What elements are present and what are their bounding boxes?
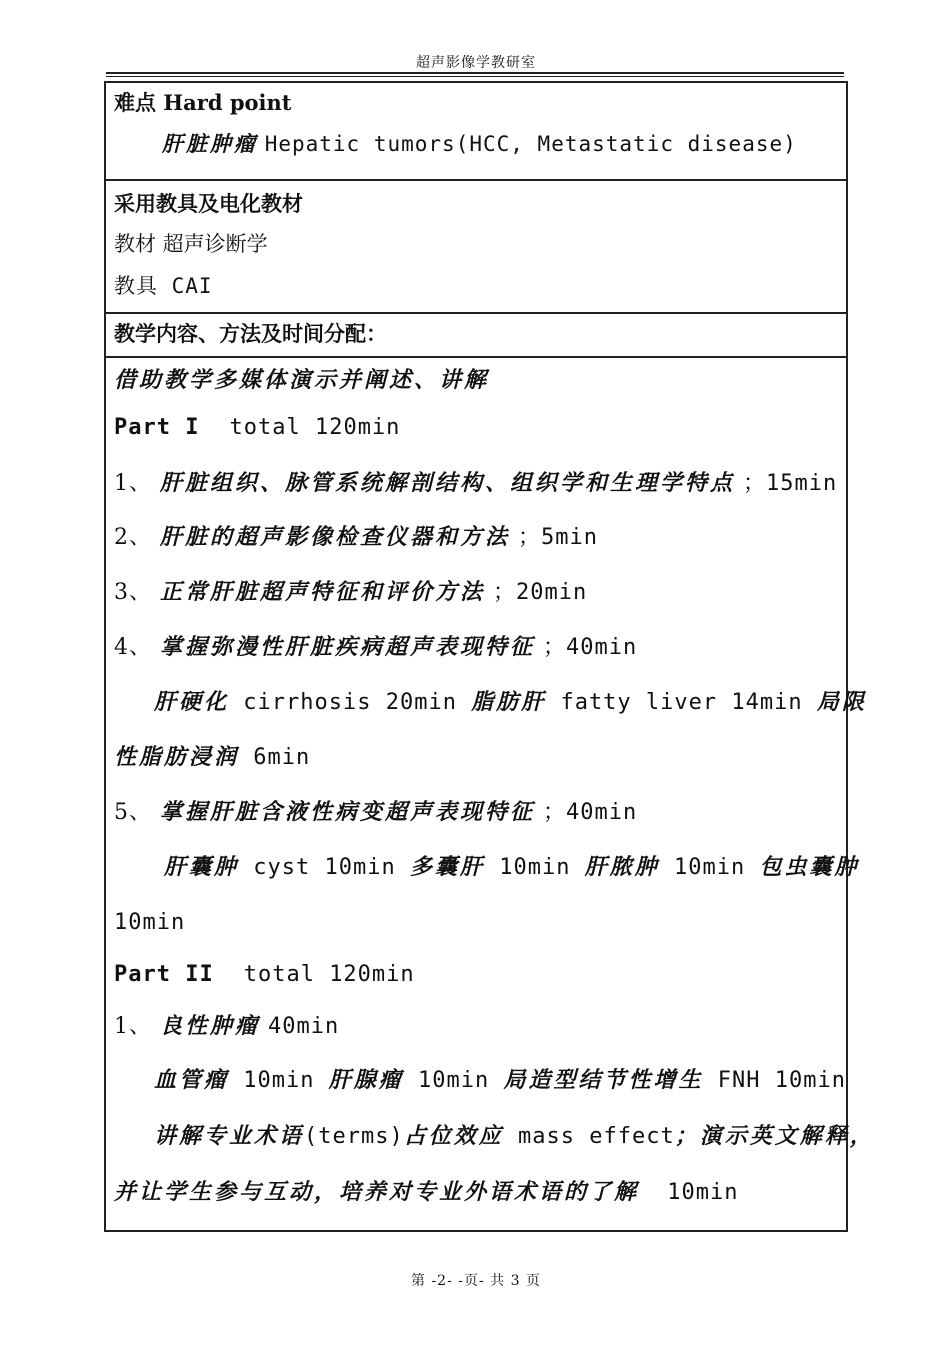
benign-adenoma-en: 10min [403,1068,504,1093]
cystic-abscess-cn: 肝脓肿 [584,854,660,880]
content-heading-section [106,314,846,358]
diffuse-focal-en: 6min [239,745,311,770]
difficulty-item-cn: 肝脏肿瘤 [162,131,258,156]
page-header: 超声影像学教研室 [416,55,536,71]
p1-item-4-num: 4、 [114,635,152,660]
p2-item-1 [114,1000,838,1052]
part2-label: Part II [114,962,214,987]
terms-line-2 [114,1164,838,1220]
cystic-hydatid-cn: 包虫囊肿 [759,854,860,880]
p1-item-3-text: 正常肝脏超声特征和评价方法 [160,579,486,605]
difficulty-heading: 难点 Hard point [114,90,292,115]
p2-item-1-text: 良性肿瘤 [160,1013,261,1039]
p1-item-3 [114,565,838,620]
terms-intro-cn: 讲解专业术语 [154,1123,305,1149]
part1-total: total 120min [229,415,401,440]
content-body [106,358,875,1230]
part1-line [114,400,838,456]
materials-tools: 教具 CAI [114,274,213,298]
terms-interaction-cn: 并让学生参与互动，培养对专业外语术语的了解 [114,1179,640,1205]
cystic-cyst-cn: 肝囊肿 [164,854,240,880]
materials-textbook: 教材 超声诊断学 [114,232,268,256]
difficulty-item-en: Hepatic tumors(HCC, Metastatic disease) [264,132,797,156]
p1-item-5-num: 5、 [114,800,152,825]
benign-adenoma-cn: 肝腺瘤 [328,1067,404,1093]
p1-item-5-text: 掌握肝脏含液性病变超声表现特征 [160,799,536,825]
lesson-plan-table [104,81,875,1232]
p1-item-1-time: ；15min [743,471,838,496]
cystic-abscess-en: 10min [659,855,760,880]
terms-mass-effect-en: mass effect [503,1124,675,1149]
difficulty-section [106,83,846,181]
p1-item-4 [114,620,838,675]
terms-interaction-time: 10min [653,1180,739,1205]
materials-heading: 采用教具及电化教材 [114,191,303,216]
terms-mass-effect-cn: 占位效应 [403,1123,504,1149]
terms-line-1 [114,1108,875,1164]
cystic-polycystic-en: 10min [484,855,585,880]
content-heading: 教学内容、方法及时间分配： [114,321,387,346]
diffuse-fatty-en: fatty liver 14min [546,690,817,715]
diffuse-cirrhosis-en: cirrhosis 20min [229,690,472,715]
p1-item-2 [114,510,838,565]
p2-item-1-num: 1、 [114,1014,152,1039]
benign-hemangioma-en: 10min [229,1068,329,1093]
benign-line [114,1052,846,1108]
terms-intro-en: (terms) [304,1124,404,1149]
benign-hemangioma-cn: 血管瘤 [154,1067,230,1093]
part2-line [114,950,838,1000]
difficulty-item [114,119,838,169]
p1-item-1-num: 1、 [114,471,152,496]
p1-item-2-time: ；5min [518,525,598,550]
materials-section [106,181,846,314]
diffuse-fatty-cn: 脂肪肝 [471,689,547,715]
benign-fnh-en: FNH 10min [703,1068,846,1093]
p1-item-5 [114,785,838,840]
diffuse-line-1 [114,675,867,730]
page-footer: 第 -2- -页- 共 3 页 [411,1273,541,1289]
cystic-cyst-en: cyst 10min [239,855,410,880]
diffuse-focal-cn: 局限 [816,689,867,715]
intro-line: 借助教学多媒体演示并阐述、讲解 [114,367,490,393]
p1-item-3-num: 3、 [114,580,152,605]
diffuse-line-2 [114,730,838,785]
p1-item-3-time: ；20min [493,580,588,605]
p1-item-2-text: 肝脏的超声影像检查仪器和方法 [160,524,511,550]
p1-item-5-time: ；40min [543,800,638,825]
p1-item-4-time: ；40min [543,635,638,660]
terms-demo-cn: ；演示英文解释， [674,1123,875,1149]
p1-item-1-text: 肝脏组织、脉管系统解剖结构、组织学和生理学特点 [160,470,736,496]
header-rule-thin [106,76,844,77]
cystic-hydatid-en: 10min [114,910,186,935]
cystic-line-1 [114,840,860,895]
cystic-polycystic-cn: 多囊肝 [409,854,485,880]
part1-label: Part I [114,415,200,440]
p1-item-1 [114,456,838,510]
p1-item-4-text: 掌握弥漫性肝脏疾病超声表现特征 [160,634,536,660]
diffuse-focal-cn-cont: 性脂肪浸润 [114,744,240,770]
part2-total: total 120min [243,962,415,987]
benign-fnh-cn: 局造型结节性增生 [503,1067,704,1093]
p2-item-1-time: 40min [268,1014,340,1039]
p1-item-2-num: 2、 [114,525,152,550]
header-rule [106,72,844,74]
diffuse-cirrhosis-cn: 肝硬化 [154,689,230,715]
